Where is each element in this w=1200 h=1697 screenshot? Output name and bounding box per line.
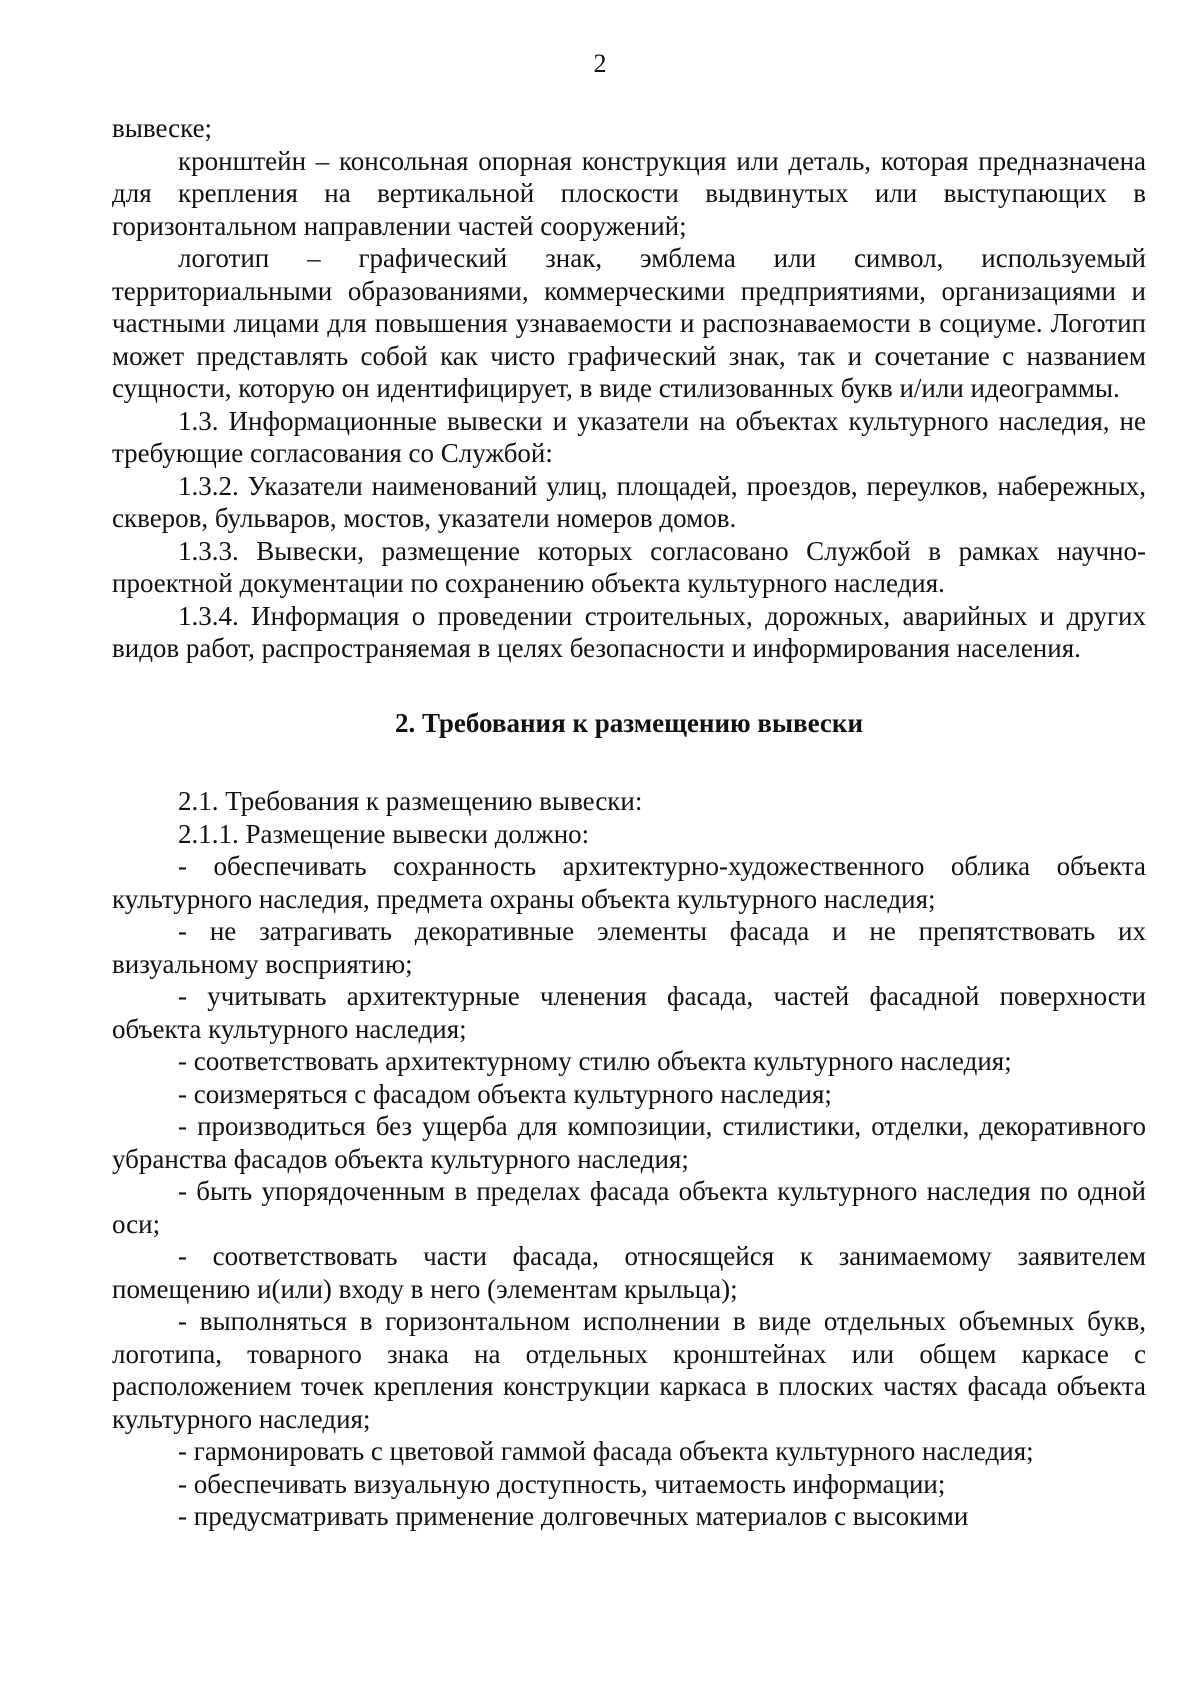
paragraph: 1.3.3. Вывески, размещение которых согласовано Службой в рамках научно-проектной документации по сохранению объекта культурного наследия. [112,535,1146,598]
page-number: 2 [593,49,607,78]
paragraph: - обеспечивать сохранность архитектурно-художественного облика объекта культурного наследия, предмета охраны объекта культурного наследия; [112,851,1146,914]
paragraph: - производиться без ущерба для композиции, стилистики, отделки, декоративного убранства фасадов объекта культурного наследия; [112,1111,1146,1174]
paragraph: 1.3. Информационные вывески и указатели на объектах культурного наследия, не требующие согласования со Службой: [112,405,1146,468]
paragraph: - не затрагивать декоративные элементы фасада и не препятствовать их визуальному восприятию; [112,916,1146,979]
paragraph: логотип – графический знак, эмблема или символ, используемый территориальными образованиями, коммерческими предприятиями, организациями и частными лицами для повышения узнаваемости и распознаваемости в социуме. Логотип может представлять собой как чисто графический знак, так и сочетание с названием сущности, которую он идентифицирует, в виде стилизованных букв и/или идеограммы. [112,243,1146,403]
document-body [112,112,1146,1533]
paragraph: кронштейн – консольная опорная конструкция или деталь, которая предназначена для крепления на вертикальной плоскости выдвинутых или выступающих в горизонтальном направлении частей сооружений; [112,145,1146,241]
definitions-section [112,112,1146,665]
paragraph: - выполняться в горизонтальном исполнении в виде отдельных объемных букв, логотипа, товарного знака на отдельных кронштейнах или общем каркасе с расположением точек крепления конструкции каркаса в плоских частях фасада объекта культурного наследия; [112,1306,1146,1434]
paragraph: - гармонировать с цветовой гаммой фасада объекта культурного наследия; [178,1436,1034,1466]
paragraph: - обеспечивать визуальную доступность, читаемость информации; [178,1468,946,1499]
requirements-section [112,785,1146,1533]
paragraph: 2.1. Требования к размещению вывески: [178,786,643,816]
paragraph: - быть упорядоченным в пределах фасада объекта культурного наследия по одной оси; [112,1176,1146,1239]
paragraph: - соизмеряться с фасадом объекта культурного наследия; [178,1078,832,1109]
paragraph: 1.3.4. Информация о проведении строительных, дорожных, аварийных и других видов работ, распространяемая в целях безопасности и информирования населения. [112,600,1146,663]
paragraph: - предусматривать применение долговечных материалов с высокими [178,1501,969,1531]
section-heading: 2. Требования к размещению вывески [394,707,864,738]
paragraph: - соответствовать архитектурному стилю объекта культурного наследия; [178,1046,1012,1076]
paragraph: - соответствовать части фасада, относящейся к занимаемому заявителем помещению и(или) входу в него (элементам крыльца); [112,1241,1146,1304]
paragraph: 2.1.1. Размещение вывески должно: [178,818,590,849]
paragraph: - учитывать архитектурные членения фасада, частей фасадной поверхности объекта культурного наследия; [112,981,1146,1044]
paragraph: вывеске; [112,113,213,143]
paragraph: 1.3.2. Указатели наименований улиц, площадей, проездов, переулков, набережных, скверов, бульваров, мостов, указатели номеров домов. [112,470,1146,533]
